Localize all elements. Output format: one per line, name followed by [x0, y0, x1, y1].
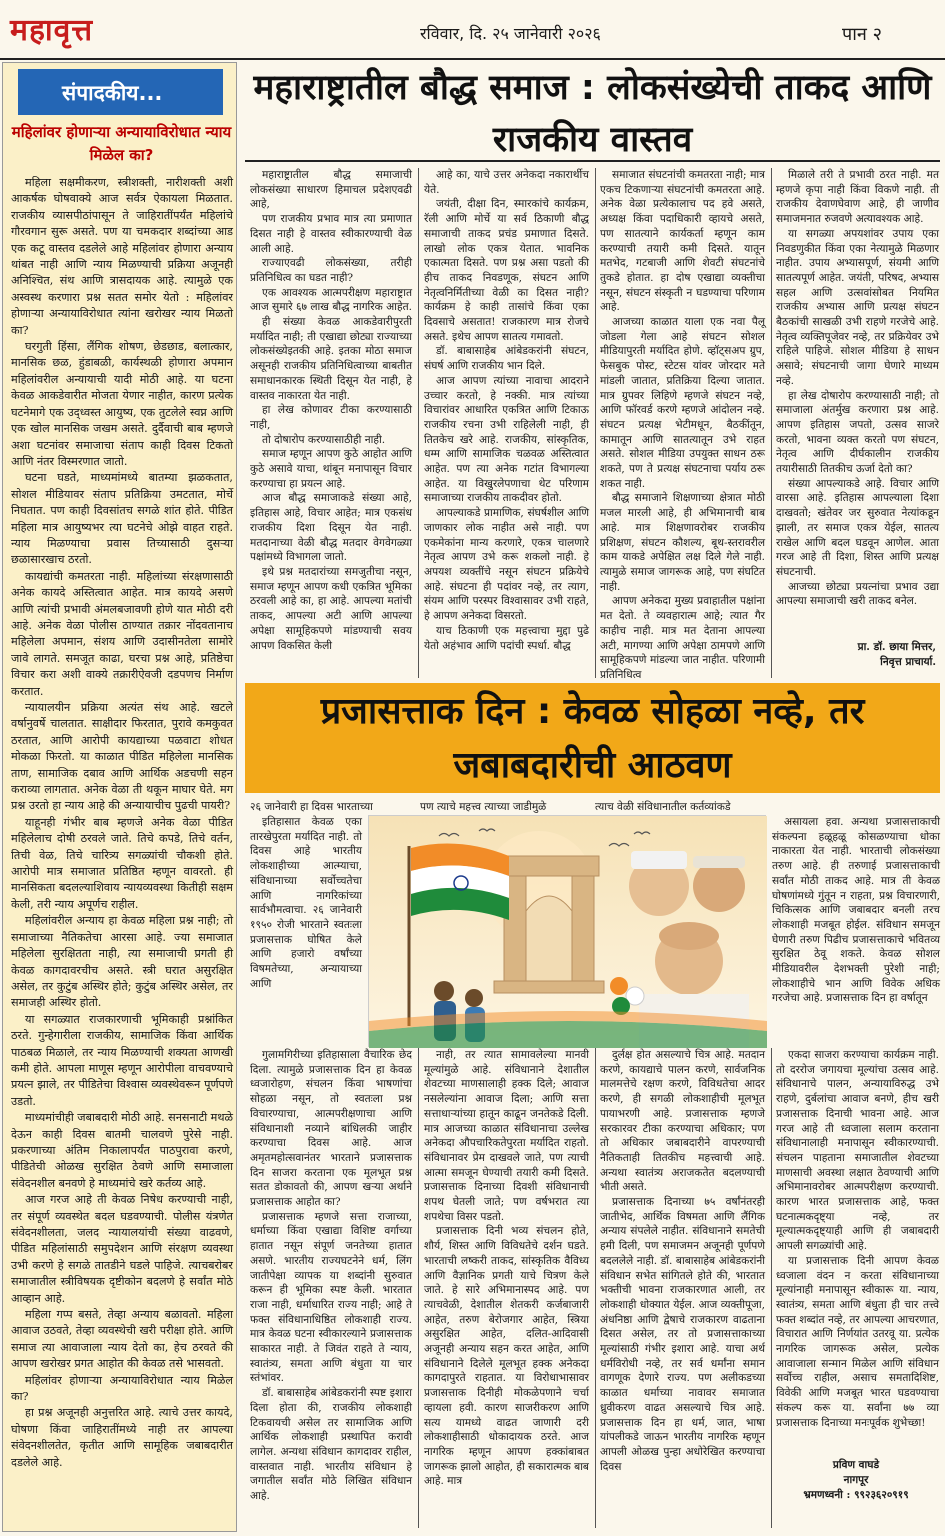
- editorial-paragraph: घटना घडते, माध्यमांमध्ये बातम्या झळकतात, सोशल मीडियावर संताप प्रतिक्रिया उमटतात, मोर्चे निघतात. पण काही दिवसांतच सगळे शांत होते. पीडित महिला मात्र आयुष्यभर त्या घटनेचे ओझे वाहत राहते. न्याय मिळण्याचा प्रवास तिच्यासाठी दुसऱ्या छळासारखाच ठरतो.: [11, 471, 233, 567]
- editorial-paragraph: आज गरज आहे ती केवळ निषेध करण्याची नाही, तर संपूर्ण व्यवस्थेत बदल घडवण्याची. पोलीस यंत्रणेत संवेदनशीलता, जलद न्यायालयांची संख्या वाढवणे, पीडित महिलांसाठी समुपदेशन आणि संरक्षण व्यवस्था उभी करणे हे सगळे तातडीने घडले पाहिजे. त्याचबरोबर समाजातील स्त्रीविषयक दृष्टीकोन बदलणे हे सर्वांत मोठे आव्हान आहे.: [11, 1193, 233, 1305]
- article2-paragraph: प्रजासत्ताक म्हणजे सत्ता राजाच्या, धर्माच्या किंवा एखाद्या विशिष्ट वर्गाच्या हातात नसून संपूर्ण जनतेच्या हातात असणे. भारतीय राज्यघटनेने धर्म, लिंग जातीपेक्षा व्यापक या शब्दांनी सुरुवात करून ही भूमिका स्पष्ट केली. भारतात राजा नाही, धर्माधारित राज्य नाही; आहे ते फक्त संविधानाधिष्ठित लोकशाही राज्य. मात्र केवळ घटना स्वीकारल्याने प्रजासत्ताक साकारत नाही. ते जिवंत राहते ते न्याय, स्वातंत्र्य, समता आणि बंधुता या चार स्तंभांवर.: [250, 1210, 412, 1385]
- editorial-paragraph: याहूनही गंभीर बाब म्हणजे अनेक वेळा पीडित महिलेलाच दोषी ठरवले जाते. तिचे कपडे, तिचे वर्तन, तिची वेळ, तिचे चारित्र्य सगळ्यांची चौकशी होते. आरोपी मात्र समाजात प्रतिष्ठित म्हणून वावरतो. ही मानसिकता बदलल्याशिवाय न्यायव्यवस्था कितीही सक्षम केली, तरी न्याय अपूर्णच राहील.: [11, 815, 233, 911]
- article1-paragraph: जयंती, दीक्षा दिन, स्मारकांचे कार्यक्रम, रॅली आणि मोर्चे या सर्व ठिकाणी बौद्ध समाजाची ताकद प्रचंड प्रमाणात दिसते. लाखो लोक एकत्र येतात. भावनिक एकात्मता दिसते. पण प्रश्न असा पडतो की हीच ताकद निवडणूक, संघटन आणि नेतृत्वनिर्मितीच्या वेळी का दिसत नाही? कार्यक्रम हे काही तासांचे किंवा एका दिवसाचे असतात! राजकारण मात्र रोजचे असते. इथेच आपण सातत्य गमावतो.: [424, 198, 589, 343]
- page-number: पान २: [842, 24, 882, 45]
- column-rule: [418, 168, 419, 678]
- illustration-svg: [369, 816, 767, 1048]
- editorial-paragraph: घरगुती हिंसा, लैंगिक शोषण, छेडछाड, बलात्कार, मानसिक छळ, हुंडाबळी, कार्यस्थळी होणारा अपमान महिलांवरील अन्यायाची यादी मोठी आहे. या घटना केवळ आकडेवारीत मोजता येणार नाहीत, कारण प्रत्येक घटनेमागे एक उद्ध्वस्त आयुष्य, एक तुटलेले स्वप्न आणि एक खोल मानसिक जखम असते. दुर्दैवाची बाब म्हणजे अशा घटनांवर समाजाचा संताप काही दिवस टिकतो आणि नंतर विस्मरणात जातो.: [11, 340, 233, 468]
- article2-paragraph: नाही, तर त्यात सामावलेल्या मानवी मूल्यांमुळे आहे. संविधानाने देशातील शेवटच्या माणसालाही हक्क दिले; आवाज नसलेल्यांना आवाज दिला; आणि सत्ता सत्ताधाऱ्यांच्या हातून काढून जनतेकडे दिली. मात्र आजच्या काळात संविधानाचा उल्लेख अनेकदा औपचारिकतेपुरता मर्यादित राहतो. संविधानावर प्रेम दाखवले जाते, पण त्याची आत्मा समजून घेण्याची तयारी कमी दिसते. प्रजासत्ताक दिनाच्या दिवशी संविधानाची शपथ घेतली जाते; पण वर्षभरात त्या शपथेचा विसर पडतो.: [424, 1049, 589, 1223]
- article2-column: [600, 1048, 765, 1528]
- article2-intro-text: इतिहासात केवळ एका तारखेपुरता मर्यादित नाही. तो दिवस आहे भारतीय लोकशाहीच्या आत्म्याचा, संविधानाच्या सर्वोच्चतेचा आणि नागरिकांच्या सार्वभौमत्वाचा. २६ जानेवारी १९५० रोजी भारताने स्वतःला प्रजासत्ताक घोषित केले आणि हजारो वर्षांच्या विषमतेच्या, अन्यायाच्या आणि: [250, 816, 362, 990]
- article1-paragraph: राज्याएवढी लोकसंख्या, तरीही प्रतिनिधित्व का घडत नाही?: [250, 257, 412, 284]
- article1-column: [250, 168, 412, 678]
- article1-paragraph: आहे का, याचे उत्तर अनेकदा नकारार्थीच येते.: [424, 169, 589, 196]
- article1-body: [248, 168, 940, 681]
- article2-column: [250, 1048, 412, 1528]
- masthead: [0, 0, 945, 60]
- article2-paragraph: प्रजासत्ताक दिनाच्या ७५ वर्षांनंतरही जातीभेद, आर्थिक विषमता आणि लैंगिक अन्याय संपलेले नाहीत. संविधानाने समतेची हमी दिली, पण समाजमन अजूनही पूर्णपणे बदललेले नाही. डॉ. बाबासाहेब आंबेडकरांनी संविधान सभेत सांगितले होते की, भारतात भक्तीची भावना राजकारणात आली, तर लोकशाही धोक्यात येईल. आज व्यक्तीपूजा, अंधनिष्ठा आणि द्वेषाचे राजकारण वाढताना दिसत असेल, तर तो प्रजासत्ताकाच्या मूल्यांसाठी गंभीर इशारा आहे. याचा अर्थ धर्मविरोधी नव्हे, तर सर्व धर्मांना समान वागणूक देणारे राज्य. पण अलीकडच्या काळात धर्माच्या नावावर समाजात ध्रुवीकरण वाढत असल्याचे चित्र आहे. प्रजासत्ताक दिन हा धर्म, जात, भाषा यांपलीकडे जाऊन भारतीय नागरिक म्हणून आपली ओळख पुन्हा अधोरेखित करण्याचा दिवस: [600, 1196, 765, 1473]
- article1-paragraph: इथे प्रश्न मतदारांच्या समजुतीचा नसून, समाज म्हणून आपण कधी एकत्रित भूमिका ठरवली आहे का, हा आहे. आपल्या मतांची ताकद, आपल्या अटी आणि आपल्या अपेक्षा सामूहिकपणे मांडण्याची सवय आपण विकसित केली: [250, 565, 412, 652]
- article1-paragraph: डॉ. बाबासाहेब आंबेडकरांनी संघटन, संघर्ष आणि राजकीय भान दिले.: [424, 345, 589, 373]
- issue-date: रविवार, दि. २५ जानेवारी २०२६: [420, 24, 601, 43]
- article1-paragraph: आजच्या काळात याला एक नवा पैलू जोडला गेला आहे संघटन सोशल मीडियापुरती मर्यादित होणे. व्हॉट्सअप ग्रुप, फेसबुक पोस्ट, स्टेटस यांवर जोरदार मते मांडली जातात, प्रतिक्रिया दिल्या जातात. मात्र ग्रुपवर लिहिणे म्हणजे संघटन नव्हे, आणि फॉरवर्ड करणे म्हणजे आंदोलन नव्हे. संघटन प्रत्यक्ष भेटीमधून, बैठकींतून, कामातून आणि सातत्यातून उभे राहत असते. सोशल मीडिया उपयुक्त साधन ठरू शकते, पण ते प्रत्यक्ष संघटनाचा पर्याय ठरू शकत नाही.: [600, 316, 765, 490]
- editorial-subtitle: महिलांवर होणाऱ्या अन्यायाविरोधात न्याय मिळेल का?: [11, 123, 232, 164]
- article2-author-place: नागपूर: [843, 1474, 869, 1486]
- article2-column: [424, 1048, 589, 1528]
- article2-column: [776, 1048, 939, 1453]
- article2-paragraph: प्रजासत्ताक दिनी भव्य संचलन होते, शौर्य, शिस्त आणि विविधतेचे दर्शन घडते. भारताची लष्करी ताकद, सांस्कृतिक वैविध्य आणि वैज्ञानिक प्रगती याचे चित्रण केले जाते. हे सारे अभिमानास्पद आहे. पण त्याचवेळी, देशातील शेतकरी कर्जबाजारी आहेत, तरुण बेरोजगार आहेत, स्त्रिया असुरक्षित आहेत, दलित-आदिवासी अजूनही अन्याय सहन करत आहेत, आणि संविधानाने दिलेले मूलभूत हक्क अनेकदा कागदापुरते राहतात. या विरोधाभासावर प्रजासत्ताक दिनीही मोकळेपणाने चर्चा व्हायला हवी. कारण साजरीकरण आणि सत्य यामध्ये वाढत जाणारी दरी लोकशाहीसाठी धोकादायक ठरते. आज नागरिक म्हणून आपण हक्कांबाबत जागरूक झालो आहोत, ही सकारात्मक बाब आहे. मात्र: [424, 1225, 589, 1488]
- article1-paragraph: याच ठिकाणी एक महत्त्वाचा मुद्दा पुढे येतो अहंभाव आणि पदांची स्पर्धा. बौद्ध: [424, 624, 589, 652]
- editorial-paragraph: माध्यमांचीही जबाबदारी मोठी आहे. सनसनाटी मथळे देऊन काही दिवस बातमी चालवणे पुरेसे नाही. प्रकरणाच्या अंतिम निकालापर्यंत पाठपुरावा करणे, पीडितेची ओळख सुरक्षित ठेवणे आणि समाजाला संवेदनशील बनवणे हे माध्यमांचे खरे कर्तव्य आहे.: [11, 1111, 234, 1190]
- article2-strip-text: पण त्याचे महत्त्व त्याच्या जाडीमुळे: [420, 801, 547, 813]
- editorial-section-title: संपादकीय...: [18, 69, 223, 115]
- editorial-paragraph: हा प्रश्न अजूनही अनुत्तरित आहे. त्याचे उत्तर कायदे, घोषणा किंवा जाहिरातींमध्ये नाही तर आपल्या संवेदनशीलतेत, कृतीत आणि सामूहिक जबाबदारीत दडलेले आहे.: [11, 1406, 233, 1469]
- article1-paragraph: आज आपण त्यांच्या नावाचा आदराने उच्चार करतो, हे नक्की. मात्र त्यांच्या विचारांवर आधारित एकत्रित आणि टिकाऊ राजकीय रचना उभी राहिलेली नाही, ही तितकेच खरे आहे. राजकीय, सांस्कृतिक, धम्म आणि सामाजिक चळवळ अस्तित्वात आहेत. पण त्या अनेक गटांत विभागल्या आहेत. या विखुरलेपणाचा थेट परिणाम समाजाच्या राजकीय ताकदीवर होतो.: [424, 374, 589, 505]
- article1-paragraph: समाज म्हणून आपण कुठे आहोत आणि कुठे असावे याचा, थांबून मनापासून विचार करण्याचा हा प्रयत्न आहे.: [250, 448, 412, 490]
- article2-paragraph: गुलामगिरीच्या इतिहासाला वैचारिक छेद दिला. त्यामुळे प्रजासत्ताक दिन हा केवळ ध्वजारोहण, संचलन किंवा भाषणांचा सोहळा नसून, तो स्वतःला प्रश्न विचारण्याचा, आत्मपरीक्षणाचा आणि संविधानाशी नव्याने बांधिलकी जाहीर करण्याचा दिवस आहे. आज अमृतमहोत्सवानंतर भारताने प्रजासत्ताक दिन साजरा करताना एक मूलभूत प्रश्न सतत डोकावतो की, आपण खऱ्या अर्थाने प्रजासत्ताक आहोत का?: [250, 1049, 412, 1209]
- article2-paragraph: डॉ. बाबासाहेब आंबेडकरांनी स्पष्ट इशारा दिला होता की, राजकीय लोकशाही टिकवायची असेल तर सामाजिक आणि आर्थिक लोकशाही प्रस्थापित करावी लागेल. अन्यथा संविधान कागदावर राहील, वास्तवात नाही. भारतीय संविधान हे जगातील सर्वांत मोठे लिखित संविधान आहे.: [250, 1387, 412, 1503]
- column-rule: [595, 1048, 596, 1528]
- article1-column: [776, 168, 939, 608]
- article1-author: [776, 640, 936, 670]
- article2-paragraph: दुर्लक्ष होत असल्याचे चित्र आहे. मतदान करणे, कायद्याचे पालन करणे, सार्वजनिक मालमत्तेचे रक्षण करणे, विविधतेचा आदर करणे, ही सगळी लोकशाहीची मूलभूत पायाभरणी आहे. प्रजासत्ताक म्हणजे सरकारवर टीका करण्याचा अधिकार; पण तो अधिकार जबाबदारीने वापरण्याची नैतिकताही तितकीच महत्त्वाची आहे. अन्यथा स्वातंत्र्य अराजकतेत बदलण्याची भीती असते.: [600, 1049, 765, 1194]
- column-rule: [418, 1048, 419, 1528]
- republic-day-illustration: [368, 815, 766, 1047]
- article2-strip-text: २६ जानेवारी हा दिवस भारताच्या: [250, 801, 373, 813]
- article2-paragraph: या प्रजासत्ताक दिनी आपण केवळ ध्वजाला वंदन न करता संविधानाच्या मूल्यांनाही मनापासून स्वीकारू या. न्याय, स्वातंत्र्य, समता आणि बंधुता ही चार तत्त्वे फक्त शब्दांत नव्हे, तर आपल्या आचरणात, विचारात आणि निर्णयांत उतरवू या. प्रत्येक नागरिक जागरूक असेल, प्रत्येक आवाजाला सन्मान मिळेल आणि संविधान सर्वोच्च राहील, असाच समतादिशिष्ट, विवेकी आणि मजबूत भारत घडवण्याचा संकल्प करू या. सर्वांना ७७ व्या प्रजासत्ताक दिनाच्या मनःपूर्वक शुभेच्छा!: [776, 1254, 939, 1429]
- article1-paragraph: हा लेख कोणावर टीका करण्यासाठी नाही,: [250, 404, 412, 431]
- article2-author-phone: भ्रमणध्वनी : ९९२३६२०९१९: [803, 1489, 909, 1501]
- article1-author-name: प्रा. डॉ. छाया मित्तर,: [857, 641, 936, 653]
- editorial-paragraph: महिला गप्प बसते, तेव्हा अन्याय बळावतो. महिला आवाज उठवते, तेव्हा व्यवस्थेची खरी परीक्षा होते. आणि समाज त्या आवाजाला न्याय देतो का, हेच ठरवते की आपण खरोखर प्रगत आहोत की केवळ तसे भासवतो.: [11, 1308, 233, 1371]
- editorial-paragraph: महिला सक्षमीकरण, स्त्रीशक्ती, नारीशक्ती अशी आकर्षक घोषवाक्ये आज सर्वत्र ऐकायला मिळतात. राजकीय व्यासपीठांपासून ते जाहिरातींपर्यंत महिलांचे गौरवगान सुरू असते. पण या चमकदार शब्दांच्या आड एक कटू वास्तव दडलेले आहे महिलांवर होणारा अन्याय थांबत नाही आणि न्याय मिळण्याची प्रक्रिया अजूनही अनिश्चित, संथ आणि त्रासदायक आहे. त्यामुळे एक अस्वस्थ करणारा प्रश्न सतत समोर येतो : महिलांवर होणाऱ्या अन्यायाविरोधात त्यांना खरोखर न्याय मिळतो का?: [11, 176, 233, 337]
- article1-paragraph: हा लेख दोषारोप करण्यासाठी नाही; तो समाजाला अंतर्मुख करणारा प्रश्न आहे. आपण इतिहास जपतो, उत्सव साजरे करतो, भावना व्यक्त करतो पण संघटन, नेतृत्व आणि दीर्घकालीन राजकीय तयारीसाठी तितकीच ऊर्जा देतो का?: [776, 389, 939, 476]
- editorial-column: [2, 62, 237, 1532]
- article2-paragraph: एकदा साजरा करण्याचा कार्यक्रम नाही. तो दररोज जगायचा मूल्यांचा उत्सव आहे. संविधानाचे पालन, अन्यायाविरुद्ध उभे राहणे, दुर्बलांचा आवाज बनणे, हीच खरी प्रजासत्ताक दिनाची भावना आहे. आज गरज आहे ती ध्वजाला सलाम करताना संविधानालाही मनापासून स्वीकारण्याची. संचलन पाहताना समाजातील शेवटच्या माणसाची अवस्था लक्षात ठेवण्याची आणि अभिमानावरोबर आत्मपरीक्षण करण्याची. कारण भारत प्रजासत्ताक आहे, फक्त घटनात्मकदृष्ट्या नव्हे, तर मूल्यात्मकदृष्ट्याही आणि ही जबाबदारी आपली सगळ्यांची आहे.: [776, 1049, 939, 1253]
- editorial-paragraph: महिलांवरील अन्याय हा केवळ महिला प्रश्न नाही; तो समाजाच्या नैतिकतेचा आरसा आहे. ज्या समाजात महिलेला सुरक्षितता नाही, त्या समाजाची प्रगती ही केवळ कागदावरचीच असते. स्त्री घरात असुरक्षित असेल, तर कुटुंब अस्थिर होते; कुटुंब अस्थिर असेल, तर समाजही अस्थिर होतो.: [11, 914, 233, 1010]
- article1-paragraph: या सगळ्या अपयशांवर उपाय एका निवडणुकीत किंवा एका नेत्यामुळे मिळणार नाहीत. उपाय अभ्यासपूर्ण, संयमी आणि सातत्यपूर्ण आहेत. जयंती, परिषद, अभ्यास सहल आणि उत्सवांसोबत नियमित राजकीय अभ्यास आणि प्रत्यक्ष संघटन बैठकांची साखळी उभी राहणे गरजेचे आहे. नेतृत्व व्यक्तिपूजेवर नव्हे, तर प्रक्रियेवर उभे राहिले पाहिजे. सोशल मीडिया हे साधन असावे; संघटनाची जागा घेणारे माध्यम नव्हे.: [776, 227, 939, 387]
- column-rule: [771, 1048, 772, 1528]
- article1-headline: महाराष्ट्रातील बौद्ध समाज : लोकसंख्येची ताकद आणि राजकीय वास्तव: [245, 62, 940, 162]
- editorial-body: [11, 175, 233, 1527]
- article2-strip-text: त्याच वेळी संविधानातील कर्तव्यांकडे: [595, 801, 731, 813]
- article1-paragraph: संख्या आपल्याकडे आहे. विचार आणि वारसा आहे. इतिहास आपल्याला दिशा दाखवतो; खंतेवर जर सुरुवात नेत्यांकडून झाली, तर समाज एकत्र येईल, सातत्य राखेल आणि बदल घडवून आणेल. आता गरज आहे ती दिशा, शिस्त आणि प्रत्यक्ष संघटनाची.: [776, 477, 939, 578]
- article1-paragraph: बौद्ध समाजाने शिक्षणाच्या क्षेत्रात मोठी मजल मारली आहे, ही अभिमानाची बाब आहे. मात्र शिक्षणावरोबर राजकीय प्रशिक्षण, संघटन कौशल्य, बूथ-स्तरावरील काम याकडे अपेक्षित लक्ष दिले गेले नाही. त्यामुळे समाज जागरूक आहे, पण संघटित नाही.: [600, 492, 765, 593]
- article1-paragraph: मिळाले तरी ते प्रभावी ठरत नाही. मत म्हणजे कृपा नाही किंवा विकणे नाही. ती राजकीय देवाणघेवाण आहे, ही जाणीव समाजमनात रुजवणे अत्यावश्यक आहे.: [776, 169, 939, 226]
- article1-paragraph: आपल्याकडे प्रामाणिक, संघर्षशील आणि जाणकार लोक नाहीत असे नाही. पण एकमेकांना मान्य करणारे, एकत्र चालणारे नेतृत्व आपण उभे करू शकलो नाही. हे अपयश व्यक्तींचे नसून संघटन प्रक्रियेचे आहे. संघटना ही पदांवर नव्हे, तर त्याग, संयम आणि परस्पर विश्वासावर उभी राहते, हे आपण अनेकदा विसरतो.: [424, 507, 589, 623]
- article2-headline: प्रजासत्ताक दिन : केवळ सोहळा नव्हे, तर जबाबदारीची आठवण: [245, 683, 940, 793]
- article1-paragraph: ही संख्या केवळ आकडेवारीपुरती मर्यादित नाही; ती एखाद्या छोट्या राज्याच्या लोकसंख्येइतकी आहे. इतका मोठा समाज असूनही राजकीय प्रतिनिधित्वाच्या बाबतीत समाधानकारक स्थिती दिसून येत नाही, हे वास्तव नाकारता येत नाही.: [250, 316, 412, 402]
- column-rule: [771, 168, 772, 678]
- editorial-paragraph: महिलांवर होणाऱ्या अन्यायाविरोधात न्याय मिळेल का?: [11, 1373, 233, 1404]
- article1-paragraph: आजच्या छोट्या प्रयत्नांचा प्रभाव उद्या आपल्या समाजाची खरी ताकद बनेल.: [776, 580, 939, 608]
- article1-author-role: निवृत्त प्राचार्या.: [880, 656, 936, 668]
- article1-paragraph: महाराष्ट्रातील बौद्ध समाजाची लोकसंख्या साधारण हिमाचल प्रदेशएवढी आहे,: [250, 169, 412, 211]
- article1-paragraph: समाजात संघटनांची कमतरता नाही; मात्र एकच टिकणाऱ्या संघटनांची कमतरता आहे. अनेक वेळा प्रत्येकालाच पद हवे असते, अध्यक्ष किंवा पदाधिकारी व्हायचे असते, पण सातत्याने कार्यकर्ता म्हणून काम करण्याची तयारी कमी दिसते. यातून मतभेद, गटबाजी आणि शेवटी संघटनांचे तुकडे होतात. हा दोष एखाद्या व्यक्तीचा नसून, संघटन संस्कृती न घडण्याचा परिणाम आहे.: [600, 169, 765, 314]
- article1-paragraph: आज बौद्ध समाजाकडे संख्या आहे, इतिहास आहे, विचार आहेत; मात्र एकसंध राजकीय दिशा दिसून येत नाही. मतदानाच्या वेळी बौद्ध मतदार वेगवेगळ्या पक्षांमध्ये विभागला जातो.: [250, 492, 412, 564]
- article1-column: [424, 168, 589, 678]
- article1-paragraph: पण राजकीय प्रभाव मात्र त्या प्रमाणात दिसत नाही हे वास्तव स्वीकारण्याची वेळ आली आहे.: [250, 213, 412, 255]
- newspaper-brand: महावृत्त: [10, 13, 94, 48]
- article2-author: [776, 1458, 936, 1503]
- editorial-paragraph: या सगळ्यात राजकारणाची भूमिकाही प्रश्नांकित ठरते. गुन्हेगारीला राजकीय, सामाजिक किंवा आर्थिक पाठबळ मिळाले, तर न्याय मिळण्याची शक्यता आणखी कमी होते. आपला माणूस म्हणून आरोपीला वाचवण्याचे प्रयत्न झाले, तर पीडितेचा विश्वास व्यवस्थेवरून पूर्णपणे उडतो.: [11, 1012, 233, 1108]
- article1-paragraph: आपण अनेकदा मुख्य प्रवाहातील पक्षांना मत देतो. ते व्यवहारात्म आहे; त्यात गैर काहीच नाही. मात्र मत देताना आपल्या अटी, मागण्या आणि अपेक्षा ठामपणे आणि सामूहिकपणे मांडल्या जात नाहीत. परिणामी प्रतिनिधित्व: [600, 595, 765, 681]
- article2-body: [248, 1048, 940, 1528]
- editorial-paragraph: कायद्यांची कमतरता नाही. महिलांच्या संरक्षणासाठी अनेक कायदे अस्तित्वात आहेत. मात्र कायदे असणे आणि त्यांची प्रभावी अंमलबजावणी होणे यात मोठी दरी आहे. अनेक वेळा पोलीस ठाण्यात तक्रार नोंदवतानाच महिलेला अपमान, संशय आणि उदासीनतेला सामोरे जावे लागते. समजूत काढा, घरचा प्रश्न आहे, प्रतिष्ठेचा विचार करा अशी वाक्ये तक्रारीऐवजी दडपणच निर्माण करतात.: [11, 569, 233, 698]
- article2-author-name: प्रविण वाघडे: [832, 1459, 880, 1471]
- article2-side-text: असायला हवा. अन्यथा प्रजासत्ताकाची संकल्पना हळूहळू कोसळण्याचा धोका नाकारता येत नाही. भारताची लोकसंख्या तरुण आहे. ही तरुणाई प्रजासत्ताकाची सर्वांत मोठी ताकद आहे. मात्र ती केवळ घोषणांमध्ये गुंतून न राहता, प्रश्न विचारणारी, चिकित्सक आणि जबाबदार बनली तरच लोकशाही मजबूत होईल. संविधान समजून घेणारी तरुण पिढीच प्रजासत्ताकाचे भवितव्य सुरक्षित ठेवू शकते. केवळ सोशल मीडियावरील देशभक्ती पुरेशी नाही; लोकशाहीचे भान आणि विवेक अधिक गरजेचा आहे. प्रजासत्ताक दिन हा वर्षातून: [772, 816, 940, 1005]
- article1-paragraph: तो दोषारोप करण्यासाठीही नाही.: [262, 433, 386, 446]
- article1-column: [600, 168, 765, 681]
- editorial-paragraph: न्यायालयीन प्रक्रिया अत्यंत संथ आहे. खटले वर्षानुवर्षे चालतात. साक्षीदार फिरतात, पुरावे कमकुवत ठरतात, आणि आरोपी कायद्याच्या पळवाटा शोधत मोकळा फिरतो. या काळात पीडित महिलेला मानसिक ताण, सामाजिक दबाव आणि आर्थिक अडचणी सहन कराव्या लागतात. अनेक वेळा ती थकून माघार घेते. मग प्रश्न उरतो हा न्याय आहे की अन्यायाचीच पुढची पायरी?: [11, 701, 233, 813]
- article1-paragraph: एक आवश्यक आत्मपरीक्षण महाराष्ट्रात आज सुमारे ६७ लाख बौद्ध नागरिक आहेत.: [250, 286, 412, 314]
- column-rule: [595, 168, 596, 678]
